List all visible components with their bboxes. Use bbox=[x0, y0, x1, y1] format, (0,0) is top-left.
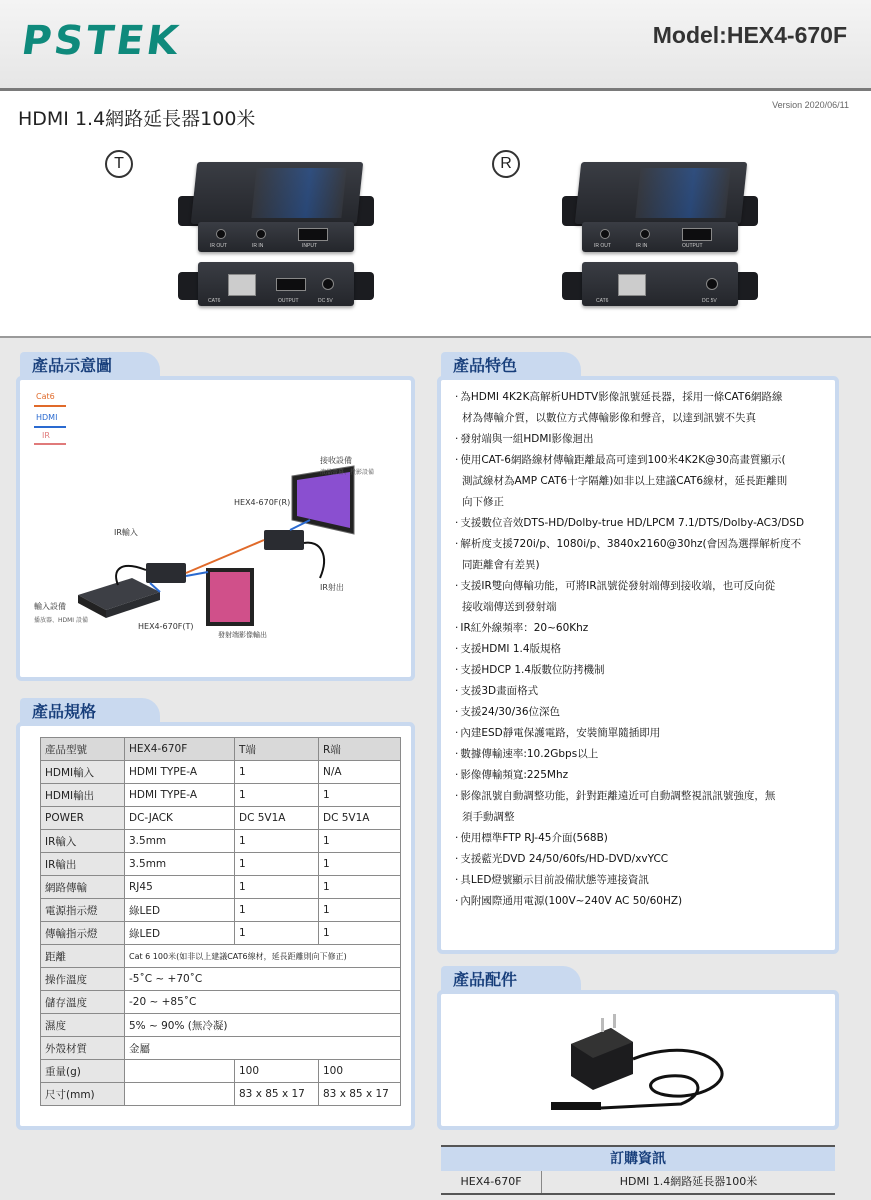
spec-r-value: 1 bbox=[319, 899, 401, 922]
spec-key: 傳輸指示燈 bbox=[41, 922, 125, 945]
legend-cat6: Cat6 bbox=[36, 392, 55, 401]
port-label: IR OUT bbox=[594, 243, 611, 249]
hdmi-output-port bbox=[276, 278, 306, 291]
spec-t-value: 1 bbox=[235, 922, 319, 945]
device-stripe bbox=[635, 168, 730, 218]
spec-value: DC-JACK bbox=[125, 807, 235, 830]
features-list bbox=[455, 387, 825, 912]
feature-item: 向下修正 bbox=[462, 496, 504, 508]
spec-header-cell: HEX4-670F bbox=[125, 738, 235, 761]
spec-key: HDMI輸入 bbox=[41, 761, 125, 784]
feature-item: · 支援藍光DVD 24/50/60fs/HD-DVD/xvYCC bbox=[455, 849, 825, 870]
feature-item: · 支援3D畫面格式 bbox=[455, 681, 825, 702]
spec-key: IR輸入 bbox=[41, 830, 125, 853]
legend-hdmi: HDMI bbox=[36, 413, 58, 422]
spec-t-value: 1 bbox=[235, 830, 319, 853]
spec-key: IR輸出 bbox=[41, 853, 125, 876]
spec-key: 濕度 bbox=[41, 1014, 125, 1037]
spec-row bbox=[41, 1083, 401, 1106]
port-label: OUTPUT bbox=[682, 243, 703, 249]
adapter-plug bbox=[551, 1102, 601, 1110]
feature-item: · 解析度支援720i/p、1080i/p、3840x2160@30hz(會因為選擇解析度不 bbox=[455, 534, 825, 555]
spec-row bbox=[41, 945, 401, 968]
spec-value bbox=[125, 1060, 235, 1083]
port-label: OUTPUT bbox=[278, 298, 299, 304]
spec-row bbox=[41, 761, 401, 784]
section-divider bbox=[0, 336, 871, 338]
ir-in-label: IR輸入 bbox=[114, 528, 138, 537]
input-device-sub: 播放器、HDMI 設備 bbox=[34, 617, 88, 624]
spec-t-value: DC 5V1A bbox=[235, 807, 319, 830]
spec-value: 3.5mm bbox=[125, 853, 235, 876]
rj45-port bbox=[618, 274, 646, 296]
feature-item: · IR紅外線頻率：20~60Khz bbox=[455, 618, 825, 639]
spec-row bbox=[41, 1060, 401, 1083]
spec-t-value: 1 bbox=[235, 784, 319, 807]
transmitter-photo bbox=[178, 160, 378, 335]
feature-item: 測試線材為AMP CAT6十字隔離)如非以上建議CAT6線材，延長距離則 bbox=[462, 475, 788, 487]
ir-out-label: IR射出 bbox=[320, 583, 344, 592]
spec-row bbox=[41, 830, 401, 853]
feature-item: 材為傳輸介質，以數位方式傳輸影像和聲音，以達到訊號不失真 bbox=[462, 412, 756, 424]
spec-r-value: N/A bbox=[319, 761, 401, 784]
feature-item: · 發射端與一組HDMI影像迴出 bbox=[455, 429, 825, 450]
hdmi-output-port bbox=[682, 228, 712, 241]
spec-value: -5˚C ~ +70˚C bbox=[125, 968, 401, 991]
feature-item: · 影像傳輸頻寬:225Mhz bbox=[455, 765, 825, 786]
spec-row bbox=[41, 853, 401, 876]
device-stripe bbox=[251, 168, 346, 218]
input-device-label: 輸入設備 bbox=[34, 602, 66, 611]
version-date: Version 2020/06/11 bbox=[772, 100, 849, 110]
spec-r-value: 1 bbox=[319, 784, 401, 807]
spec-r-value: 1 bbox=[319, 876, 401, 899]
spec-table bbox=[40, 737, 401, 1106]
ir-in-port bbox=[640, 229, 650, 239]
feature-item: 同距離會有差異) bbox=[462, 559, 540, 571]
spec-distance-value: Cat 6 100米(如非以上建議CAT6線材，延長距離則向下修正) bbox=[125, 945, 401, 968]
feature-item: · 支援HDMI 1.4版規格 bbox=[455, 639, 825, 660]
spec-r-value: 83 x 85 x 17 bbox=[319, 1083, 401, 1106]
feature-item: · 內附國際通用電源(100V~240V AC 50/60HZ) bbox=[455, 891, 825, 912]
ir-out-port bbox=[600, 229, 610, 239]
spec-key: 尺寸(mm) bbox=[41, 1083, 125, 1106]
spec-value: 金屬 bbox=[125, 1037, 401, 1060]
spec-value: 綠LED bbox=[125, 922, 235, 945]
feature-item: · 具LED燈號顯示目前設備狀態等連接資訊 bbox=[455, 870, 825, 891]
spec-r-value: 1 bbox=[319, 830, 401, 853]
spec-row bbox=[41, 991, 401, 1014]
device-front-bottom bbox=[198, 262, 354, 306]
hdmi-input-port bbox=[298, 228, 328, 241]
feature-item: · 使用CAT-6網路線材傳輸距離最高可達到100米4K2K@30高畫質顯示( bbox=[455, 450, 825, 471]
rj45-port bbox=[228, 274, 256, 296]
spec-row bbox=[41, 1014, 401, 1037]
port-label: DC 5V bbox=[318, 298, 333, 304]
receiver-photo bbox=[562, 160, 762, 335]
port-label: DC 5V bbox=[702, 298, 717, 304]
spec-row bbox=[41, 1037, 401, 1060]
spec-row bbox=[41, 876, 401, 899]
feature-item: 須手動調整 bbox=[462, 811, 515, 823]
spec-key: 網路傳輸 bbox=[41, 876, 125, 899]
spec-t-value: 1 bbox=[235, 876, 319, 899]
diagram-heading: 產品示意圖 bbox=[20, 352, 160, 380]
spec-value: RJ45 bbox=[125, 876, 235, 899]
feature-item: · 支援HDCP 1.4版數位防拷機制 bbox=[455, 660, 825, 681]
tx-box bbox=[146, 563, 186, 583]
spec-key: 重量(g) bbox=[41, 1060, 125, 1083]
page-title: HDMI 1.4網路延長器100米 bbox=[18, 108, 256, 130]
receiver-mark: R bbox=[492, 150, 520, 178]
spec-t-value: 1 bbox=[235, 899, 319, 922]
feature-item: · 數據傳輸速率:10.2Gbps以上 bbox=[455, 744, 825, 765]
order-row bbox=[441, 1171, 835, 1195]
spec-r-value: 100 bbox=[319, 1060, 401, 1083]
spec-row bbox=[41, 784, 401, 807]
adapter-prong bbox=[601, 1018, 604, 1032]
header-divider bbox=[0, 88, 871, 91]
power-adapter-image bbox=[541, 1004, 741, 1116]
spec-value: HDMI TYPE-A bbox=[125, 784, 235, 807]
brand-logo: PSTEK bbox=[18, 18, 184, 64]
ir-out-port bbox=[216, 229, 226, 239]
spec-row bbox=[41, 899, 401, 922]
spec-r-value: 1 bbox=[319, 853, 401, 876]
spec-row bbox=[41, 807, 401, 830]
spec-t-value: 1 bbox=[235, 761, 319, 784]
device-front-bottom bbox=[582, 262, 738, 306]
port-label: CAT6 bbox=[596, 298, 609, 304]
feature-item: · 支援24/30/36位深色 bbox=[455, 702, 825, 723]
feature-item: · 支援數位音效DTS-HD/Dolby-true HD/LPCM 7.1/DTS/Dolby-AC3/DSD bbox=[455, 513, 825, 534]
spec-value: 綠LED bbox=[125, 899, 235, 922]
diagram-panel bbox=[20, 380, 411, 677]
spec-value bbox=[125, 1083, 235, 1106]
order-info bbox=[441, 1145, 835, 1195]
accessories-panel bbox=[441, 994, 835, 1126]
spec-key: HDMI輸出 bbox=[41, 784, 125, 807]
model-number: Model:HEX4-670F bbox=[652, 22, 847, 48]
legend-ir: IR bbox=[42, 431, 50, 440]
spec-value: 5% ~ 90% (無冷凝) bbox=[125, 1014, 401, 1037]
port-label: INPUT bbox=[302, 243, 317, 249]
device-front-top bbox=[582, 222, 738, 252]
spec-panel bbox=[20, 726, 411, 1126]
ir-out-cable bbox=[304, 543, 324, 578]
accessories-heading: 產品配件 bbox=[441, 966, 581, 994]
spec-key: 電源指示燈 bbox=[41, 899, 125, 922]
port-label: IR IN bbox=[252, 243, 264, 249]
feature-item: · 內建ESD靜電保護電路，安裝簡單隨插即用 bbox=[455, 723, 825, 744]
receive-device-sub: 液晶螢幕、投影設備 bbox=[320, 469, 375, 476]
spec-heading: 產品規格 bbox=[20, 698, 160, 726]
device-top-unit bbox=[191, 162, 364, 224]
spec-row bbox=[41, 968, 401, 991]
spec-t-value: 83 x 85 x 17 bbox=[235, 1083, 319, 1106]
dc-jack bbox=[706, 278, 718, 290]
receive-device-label: 接收設備 bbox=[320, 456, 352, 465]
spec-key: 操作溫度 bbox=[41, 968, 125, 991]
feature-item: 接收端傳送到發射端 bbox=[462, 601, 557, 613]
port-label: CAT6 bbox=[208, 298, 221, 304]
features-heading: 產品特色 bbox=[441, 352, 581, 380]
dc-jack bbox=[322, 278, 334, 290]
spec-t-value: 100 bbox=[235, 1060, 319, 1083]
spec-header-cell: T端 bbox=[235, 738, 319, 761]
receiver-model-label: HEX4-670F(R) bbox=[234, 498, 291, 507]
spec-t-value: 1 bbox=[235, 853, 319, 876]
tx-screen-image bbox=[210, 572, 250, 622]
feature-item: · 影像訊號自動調整功能，針對距離遠近可自動調整視訊訊號強度，無 bbox=[455, 786, 825, 807]
device-front-top bbox=[198, 222, 354, 252]
ir-in-port bbox=[256, 229, 266, 239]
adapter-prong bbox=[613, 1014, 616, 1028]
tx-output-label: 發射端影像輸出 bbox=[218, 631, 267, 639]
port-label: IR IN bbox=[636, 243, 648, 249]
feature-item: · 使用標準FTP RJ-45介面(568B) bbox=[455, 828, 825, 849]
spec-key: 距離 bbox=[41, 945, 125, 968]
spec-value: HDMI TYPE-A bbox=[125, 761, 235, 784]
spec-value: -20 ~ +85˚C bbox=[125, 991, 401, 1014]
spec-key: 外殼材質 bbox=[41, 1037, 125, 1060]
transmitter-model-label: HEX4-670F(T) bbox=[138, 622, 194, 631]
feature-item: · 支援IR雙向傳輸功能，可將IR訊號從發射端傳到接收端，也可反向從 bbox=[455, 576, 825, 597]
order-description: HDMI 1.4網路延長器100米 bbox=[619, 1175, 758, 1188]
transmitter-mark: T bbox=[105, 150, 133, 178]
spec-r-value: DC 5V1A bbox=[319, 807, 401, 830]
spec-row bbox=[41, 922, 401, 945]
spec-header-cell: 產品型號 bbox=[41, 738, 125, 761]
spec-key: 儲存溫度 bbox=[41, 991, 125, 1014]
port-label: IR OUT bbox=[210, 243, 227, 249]
rx-box bbox=[264, 530, 304, 550]
spec-header-row bbox=[41, 738, 401, 761]
device-top-unit bbox=[575, 162, 748, 224]
spec-key: POWER bbox=[41, 807, 125, 830]
order-title: 訂購資訊 bbox=[441, 1145, 835, 1171]
spec-value: 3.5mm bbox=[125, 830, 235, 853]
order-model: HEX4-670F bbox=[441, 1171, 542, 1193]
connection-diagram bbox=[20, 380, 411, 677]
feature-item: · 為HDMI 4K2K高解析UHDTV影像訊號延長器，採用一條CAT6網路線 bbox=[455, 387, 825, 408]
spec-r-value: 1 bbox=[319, 922, 401, 945]
spec-header-cell: R端 bbox=[319, 738, 401, 761]
